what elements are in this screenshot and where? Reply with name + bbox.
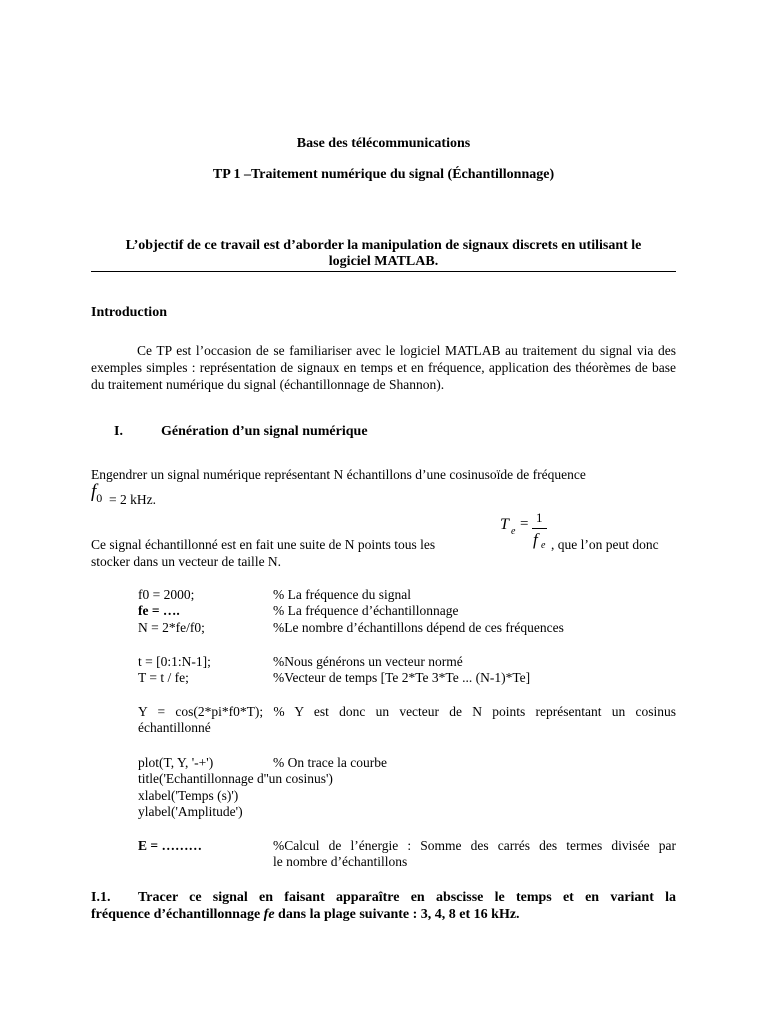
question-text-line-2 <box>91 906 520 923</box>
question-text-2a: fréquence d’échantillonnage <box>91 907 261 922</box>
formula-lhs: T <box>500 516 509 533</box>
code-line-3-code: N = 2*fe/f0; <box>138 620 205 635</box>
code-line-2-comment: % La fréquence d’échantillonnage <box>273 603 459 618</box>
code-line-1-comment: % La fréquence du signal <box>273 587 411 602</box>
formula-lhs-sub: e <box>511 526 516 537</box>
code-line-11-continuation: le nombre d’échantillons <box>273 854 408 869</box>
code-line-7-comment: % On trace la courbe <box>273 755 387 770</box>
code-line-5-comment: %Vecteur de temps [Te 2*Te 3*Te ... (N-1)*Te] <box>273 670 531 685</box>
code-line-2-code: fe = …. <box>138 603 180 618</box>
code-line-3-comment: %Le nombre d’échantillons dépend de ces fréquences <box>273 620 564 635</box>
question-text-line-1: Tracer ce signal en faisant apparaître en abscisse le temps et en variant la <box>138 890 676 905</box>
code-line-5-code: T = t / fe; <box>138 670 189 685</box>
code-line-9: xlabel('Temps (s)') <box>138 788 239 803</box>
code-line-6: Y = cos(2*pi*f0*T); % Y est donc un vecteur de N points représentant un cosinus <box>138 704 676 719</box>
question-number: I.1. <box>91 890 111 905</box>
f0-subscript: 0 <box>96 490 103 505</box>
tp-title: TP 1 –Traitement numérique du signal (Échantillonnage) <box>212 167 555 182</box>
introduction-paragraph: Ce TP est l’occasion de se familiariser avec le logiciel MATLAB au traitement du signal via des exemples simples : représentation de signaux en temps et en fréquence, application des théorèmes de base du traitement numérique du signal (échantillonnage de Shannon). <box>91 343 676 392</box>
code-line-4-code: t = [0:1:N-1]; <box>138 654 211 669</box>
course-title: Base des télécommunications <box>296 136 471 151</box>
horizontal-rule <box>91 271 676 272</box>
section-paragraph-1: Engendrer un signal numérique représentant N échantillons d’une cosinusoïde de fréquence <box>91 467 586 482</box>
formula-denominator: f <box>533 530 538 549</box>
introduction-heading: Introduction <box>91 305 167 320</box>
section-paragraph-2a: Ce signal échantillonné est en fait une suite de N points tous les <box>91 537 436 552</box>
code-line-8: title('Echantillonnage d''un cosinus') <box>138 771 333 786</box>
code-line-7-code: plot(T, Y, '-+') <box>138 755 214 770</box>
f0-letter: f <box>91 481 97 502</box>
fraction-bar <box>532 528 547 529</box>
formula-equals: = <box>520 516 529 532</box>
objective-line-2: logiciel MATLAB. <box>328 254 439 269</box>
f0-value: = 2 kHz. <box>109 492 156 507</box>
section-heading: Génération d’un signal numérique <box>161 424 368 439</box>
code-line-1-code: f0 = 2000; <box>138 587 195 602</box>
formula-denominator-sub: e <box>541 540 546 551</box>
code-line-11-code: E = ……… <box>138 838 202 853</box>
formula-numerator: 1 <box>536 510 543 525</box>
code-line-11-comment: %Calcul de l’énergie : Somme des carrés des termes divisée par <box>273 838 676 853</box>
sampling-period-formula <box>500 510 552 560</box>
code-line-6-continuation: échantillonné <box>138 720 211 735</box>
question-variable-fe: fe <box>263 907 275 922</box>
section-number: I. <box>114 424 123 439</box>
section-paragraph-2b: , que l’on peut donc <box>551 537 659 552</box>
objective-line-1: L’objectif de ce travail est d’aborder la manipulation de signaux discrets en utilisant le <box>125 238 642 253</box>
question-text-2b: dans la plage suivante : 3, 4, 8 et 16 kHz. <box>278 907 520 922</box>
section-paragraph-2c: stocker dans un vecteur de taille N. <box>91 554 282 569</box>
code-line-4-comment: %Nous générons un vecteur normé <box>273 654 463 669</box>
code-line-10: ylabel('Amplitude') <box>138 804 243 819</box>
f0-symbol <box>91 482 102 508</box>
